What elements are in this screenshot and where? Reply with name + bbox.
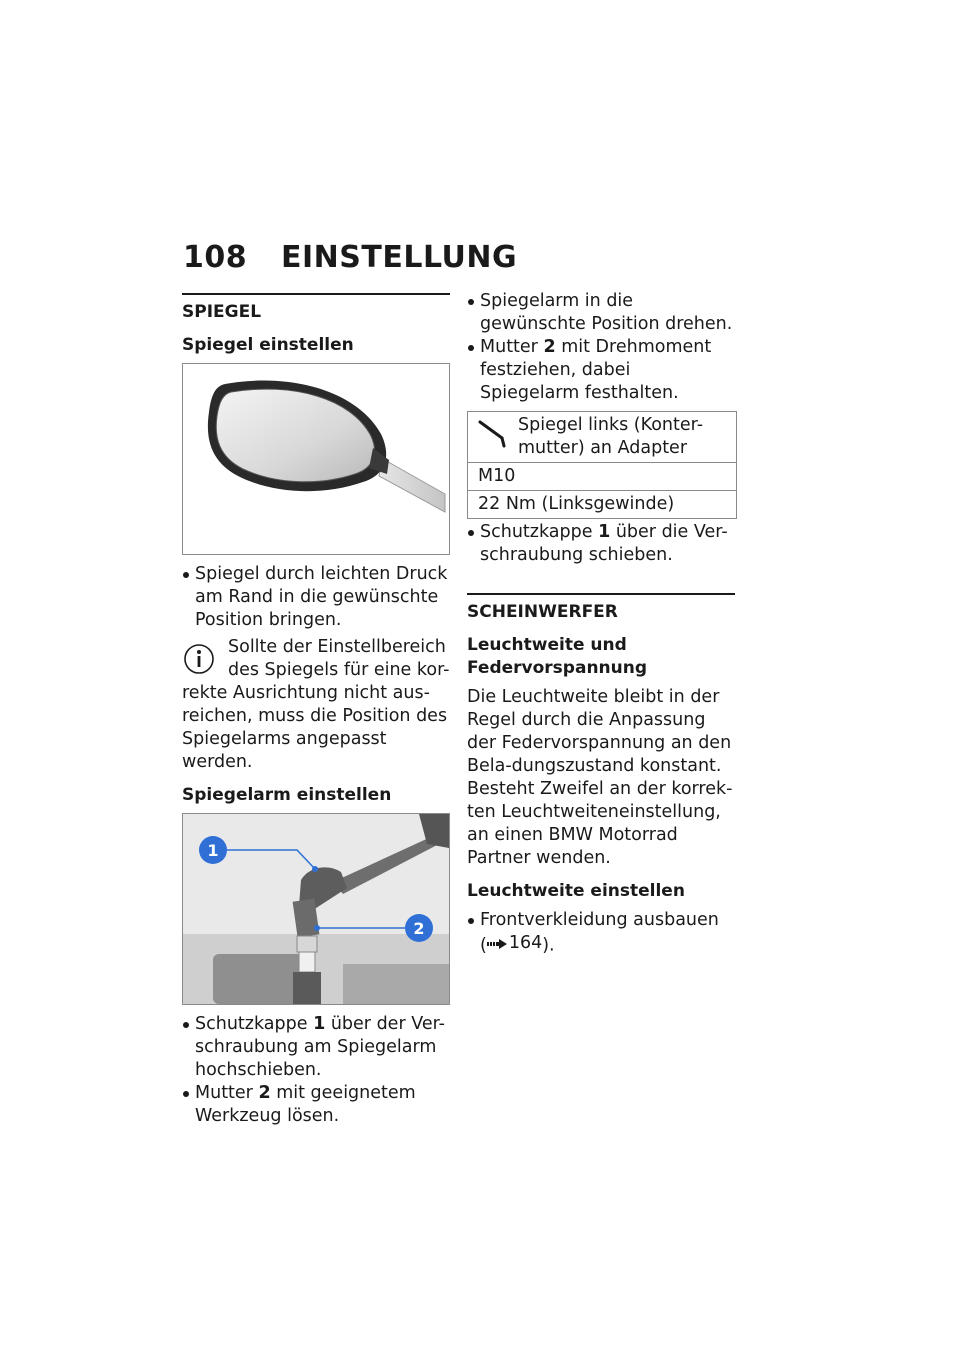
page-reference[interactable] bbox=[487, 932, 542, 955]
callout-2: 2 bbox=[413, 919, 425, 938]
list-item bbox=[467, 909, 735, 958]
step-text: Mutter bbox=[480, 337, 538, 357]
xref-open: ( bbox=[480, 935, 487, 956]
mirror-arm-figure bbox=[182, 813, 450, 1005]
mirror-steps bbox=[182, 563, 450, 632]
arm-steps-continued bbox=[467, 290, 735, 405]
chapter-title: EINSTELLUNG bbox=[281, 240, 518, 275]
xref-close: ). bbox=[542, 935, 555, 956]
step-text: mit geeignetem Werkzeug lösen. bbox=[195, 1083, 416, 1126]
spec-thread: M10 bbox=[468, 463, 737, 491]
step-text: Schutzkappe bbox=[480, 522, 593, 542]
subsection-title-headlight-adjust: Leuchtweite einstellen bbox=[467, 881, 685, 901]
note-line-1: Sollte der Einstellbereich bbox=[228, 637, 446, 657]
subsection-title-mirror-adjust: Spiegel einstellen bbox=[182, 335, 354, 355]
callout-ref: 2 bbox=[543, 337, 556, 357]
section-title-spiegel: SPIEGEL bbox=[182, 293, 450, 324]
right-column bbox=[467, 290, 735, 962]
list-item bbox=[182, 1013, 450, 1082]
info-icon bbox=[182, 642, 216, 683]
step-text: Schutzkappe bbox=[195, 1014, 308, 1034]
cap-step bbox=[467, 521, 735, 567]
torque-wrench-icon bbox=[478, 414, 518, 455]
list-item bbox=[182, 1082, 450, 1128]
info-note bbox=[182, 636, 450, 774]
paragraph: Die Leuchtweite bleibt in der Regel durch die Anpassung der Federvorspannung an den Bela-dungszustand konstant. bbox=[467, 687, 732, 776]
spec-label-cell bbox=[468, 412, 737, 463]
step-text: Mutter bbox=[195, 1083, 253, 1103]
xref-page: 164 bbox=[508, 933, 543, 953]
list-item: Spiegel durch leichten Druck am Rand in die gewünschte Position bringen. bbox=[182, 563, 450, 632]
arrow-right-icon bbox=[487, 937, 509, 951]
list-item: Spiegelarm in die gewünschte Position drehen. bbox=[467, 290, 735, 336]
page-number: 108 bbox=[183, 240, 248, 275]
note-line-2: des Spiegels für eine kor- bbox=[228, 660, 450, 680]
mirror-arm-illustration bbox=[183, 814, 449, 1004]
headlight-steps bbox=[467, 909, 735, 958]
mirror-figure bbox=[182, 363, 450, 555]
left-column bbox=[182, 293, 450, 1132]
list-item bbox=[467, 336, 735, 405]
page-header bbox=[183, 240, 517, 275]
callout-ref: 1 bbox=[313, 1014, 326, 1034]
spec-torque: 22 Nm (Linksgewinde) bbox=[468, 491, 737, 519]
paragraph: Besteht Zweifel an der korrek-ten Leuchtweiteneinstellung, an einen BMW Motorrad Partner wenden. bbox=[467, 779, 733, 868]
step-text: mit Drehmoment festziehen, dabei Spiegelarm festhalten. bbox=[480, 337, 712, 403]
section-title-scheinwerfer: SCHEINWERFER bbox=[467, 593, 735, 624]
callout-ref: 2 bbox=[258, 1083, 271, 1103]
callout-ref: 1 bbox=[598, 522, 611, 542]
list-item bbox=[467, 521, 735, 567]
mirror-illustration bbox=[183, 364, 449, 554]
note-text: rekte Ausrichtung nicht aus-reichen, muss die Position des Spiegelarms angepasst werden. bbox=[182, 683, 448, 772]
subsection-title-headlight-range: Leuchtweite und Federvorspannung bbox=[467, 635, 648, 678]
callout-1: 1 bbox=[207, 841, 219, 860]
arm-steps bbox=[182, 1013, 450, 1128]
step-text: über der Ver-schraubung am Spiegelarm hochschieben. bbox=[195, 1014, 445, 1080]
torque-spec-table bbox=[467, 411, 737, 519]
step-text: Frontverkleidung ausbauen bbox=[480, 910, 719, 930]
step-text: über die Ver-schraubung schieben. bbox=[480, 522, 728, 565]
subsection-title-arm-adjust: Spiegelarm einstellen bbox=[182, 785, 392, 805]
spec-label: Spiegel links (Konter-mutter) an Adapter bbox=[518, 415, 704, 458]
